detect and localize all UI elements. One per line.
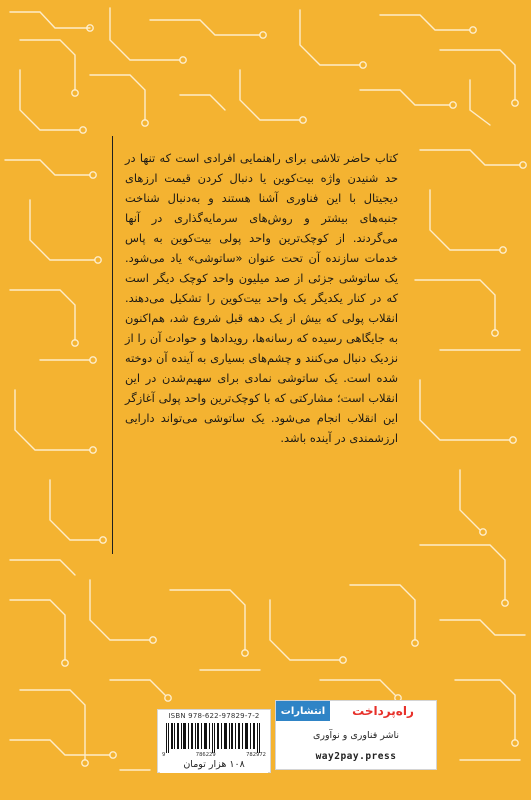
isbn-label: ISBN 978-622-97829-7-2 bbox=[168, 712, 260, 720]
barcode-digits bbox=[162, 752, 266, 758]
publisher-name: راه‌پرداخت bbox=[330, 701, 436, 721]
publisher-header bbox=[276, 701, 436, 721]
barcode-digit-group: 786229 bbox=[195, 752, 216, 758]
barcode-icon bbox=[164, 723, 264, 753]
publisher-panel bbox=[275, 700, 437, 770]
publisher-label: انتشارات bbox=[276, 701, 330, 721]
publisher-tagline: ناشر فناوری و نوآوری bbox=[312, 730, 400, 741]
barcode-digit-group: 9 bbox=[162, 752, 166, 758]
barcode-digit-group: 782972 bbox=[246, 752, 266, 758]
publisher-website: way2pay.press bbox=[315, 751, 397, 762]
back-cover-blurb: کتاب حاضر تلاشی برای راهنمایی افرادی است که تنها در حد شنیدن واژه بیت‌کوین یا دنبال کردن قیمت ارزهای دیجیتال با این فناوری آشنا هستند و به‌دنبال شناخت جنبه‌های بیشتر و روش‌های سرمایه‌گذاری در آنها می‌گردند. از کوچک‌ترین واحد پولی بیت‌کوین به پاس خدمات سازنده آن تحت عنوان «ساتوشی» یاد می‌شود. یک ساتوشی جزئی از صد میلیون واحد کوچک دیگر است که در کنار یکدیگر یک واحد بیت‌کوین را تشکیل می‌دهند. انقلاب پولی که بیش از یک دهه قبل شروع شد، هم‌اکنون به جایگاهی رسیده که رسانه‌ها، رویدادها و حوادث آن را از نزدیک دنبال می‌کنند و چشم‌های بسیاری به آینده آن دوخته شده است. یک ساتوشی نمادی برای سهیم‌شدن در این انقلاب است؛ مشارکتی که با کوچک‌ترین واحد پولی آغازگر این انقلاب انجام می‌شود. یک ساتوشی می‌تواند دارایی ارزشمندی در آینده باشد. bbox=[125, 151, 398, 445]
price-label: ۱۰۸ هزار تومان bbox=[160, 759, 268, 773]
blurb-frame bbox=[112, 136, 404, 554]
